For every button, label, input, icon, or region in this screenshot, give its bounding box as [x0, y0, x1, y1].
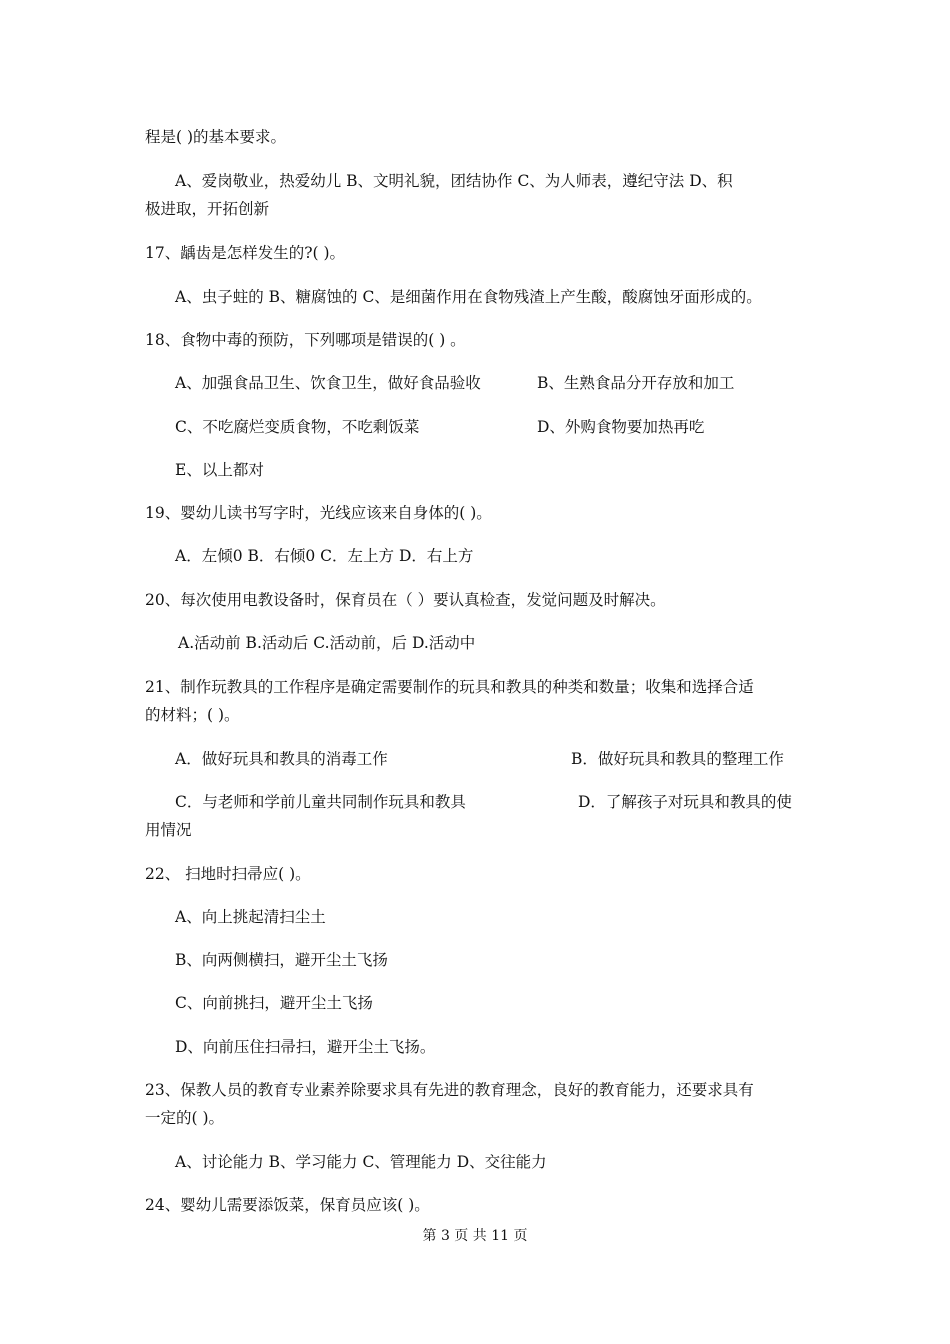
question-17-options: A、虫子蛀的 B、糖腐蚀的 C、是细菌作用在食物残渣上产生酸，酸腐蚀牙面形成的。 [175, 288, 762, 306]
question-23-options: A、讨论能力 B、学习能力 C、管理能力 D、交往能力 [175, 1153, 547, 1171]
question-16-continuation: 程是( )的基本要求。 [145, 128, 287, 146]
question-19-options: A．左倾0 B．右倾0 C．左上方 D．右上方 [175, 547, 474, 565]
question-22-option-b: B、向两侧横扫，避开尘土飞扬 [175, 951, 388, 969]
question-20: 20、每次使用电教设备时，保育员在（ ）要认真检查，发觉问题及时解决。 [145, 591, 666, 609]
question-21-wrap: 的材料；( )。 [145, 706, 240, 724]
question-18-option-b: B、生熟食品分开存放和加工 [537, 374, 735, 392]
question-23: 23、保教人员的教育专业素养除要求具有先进的教育理念，良好的教育能力，还要求具有 [145, 1081, 754, 1099]
question-16-options: A、爱岗敬业，热爱幼儿 B、文明礼貌，团结协作 C、为人师表，遵纪守法 D、积 [175, 172, 733, 190]
question-21: 21、制作玩教具的工作程序是确定需要制作的玩具和教具的种类和数量；收集和选择合适 [145, 678, 754, 696]
question-18-option-e: E、以上都对 [175, 461, 264, 479]
question-18: 18、食物中毒的预防，下列哪项是错误的( ) 。 [145, 331, 466, 349]
question-22-option-a: A、向上挑起清扫尘土 [175, 908, 326, 926]
question-24: 24、婴幼儿需要添饭菜，保育员应该( )。 [145, 1196, 430, 1214]
question-23-wrap: 一定的( )。 [145, 1109, 225, 1127]
question-21-option-c: C．与老师和学前儿童共同制作玩具和教具 [175, 793, 466, 811]
question-18-option-d: D、外购食物要加热再吃 [537, 418, 705, 436]
question-19: 19、婴幼儿读书写字时，光线应该来自身体的( )。 [145, 504, 492, 522]
question-22-option-c: C、向前挑扫，避开尘土飞扬 [175, 994, 373, 1012]
question-21-option-a: A．做好玩具和教具的消毒工作 [175, 750, 388, 768]
question-21-option-d-wrap: 用情况 [145, 821, 192, 839]
question-17: 17、龋齿是怎样发生的?( )。 [145, 244, 346, 262]
question-22: 22、 扫地时扫帚应( )。 [145, 865, 311, 883]
question-18-option-c: C、不吃腐烂变质食物，不吃剩饭菜 [175, 418, 420, 436]
question-16-options-wrap: 极进取，开拓创新 [145, 200, 270, 218]
question-21-option-d: D．了解孩子对玩具和教具的使 [578, 793, 792, 811]
question-18-option-a: A、加强食品卫生、饮食卫生，做好食品验收 [175, 374, 481, 392]
question-20-options: A.活动前 B.活动后 C.活动前，后 D.活动中 [178, 634, 476, 652]
page-footer: 第 3 页 共 11 页 [422, 1228, 528, 1244]
question-22-option-d: D、向前压住扫帚扫，避开尘土飞扬。 [175, 1038, 436, 1056]
question-21-option-b: B．做好玩具和教具的整理工作 [571, 750, 784, 768]
